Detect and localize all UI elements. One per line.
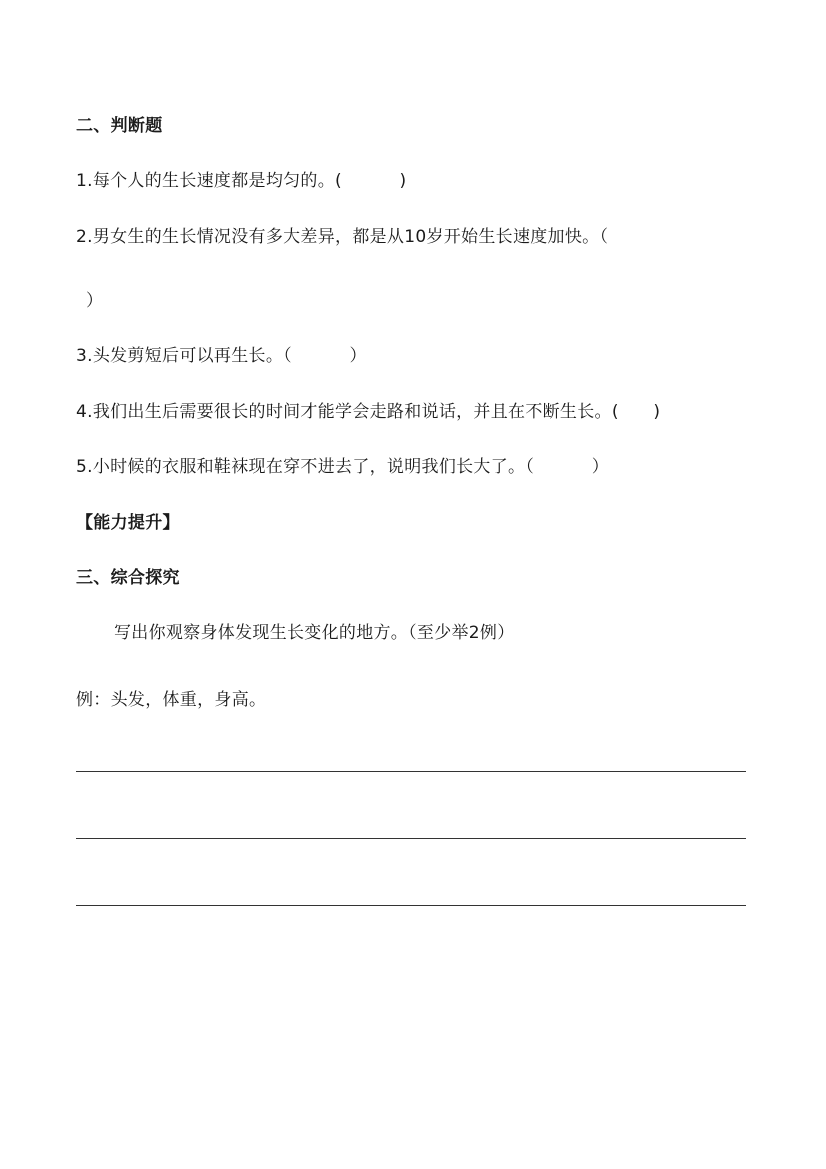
question-2-closing-paren: ） (86, 291, 104, 311)
question-5: 5.小时候的衣服和鞋袜现在穿不进去了，说明我们长大了。（ ） (76, 457, 610, 477)
question-3: 3.头发剪短后可以再生长。（ ） (76, 346, 367, 366)
answer-line[interactable] (76, 905, 746, 906)
answer-line[interactable] (76, 838, 746, 839)
judgement-heading: 二、判断题 (76, 116, 163, 136)
question-2: 2.男女生的生长情况没有多大差异，都是从10岁开始生长速度加快。（ (76, 227, 609, 247)
answer-line[interactable] (76, 771, 746, 772)
inquiry-prompt: 写出你观察身体发现生长变化的地方。（至少举2例） (114, 623, 515, 643)
inquiry-heading: 三、综合探究 (76, 568, 180, 588)
question-4: 4.我们出生后需要很长的时间才能学会走路和说话，并且在不断生长。( ) (76, 402, 661, 422)
inquiry-example: 例：头发，体重，身高。 (76, 690, 267, 710)
ability-heading: 【能力提升】 (76, 513, 180, 533)
question-1: 1.每个人的生长速度都是均匀的。( ) (76, 171, 407, 191)
